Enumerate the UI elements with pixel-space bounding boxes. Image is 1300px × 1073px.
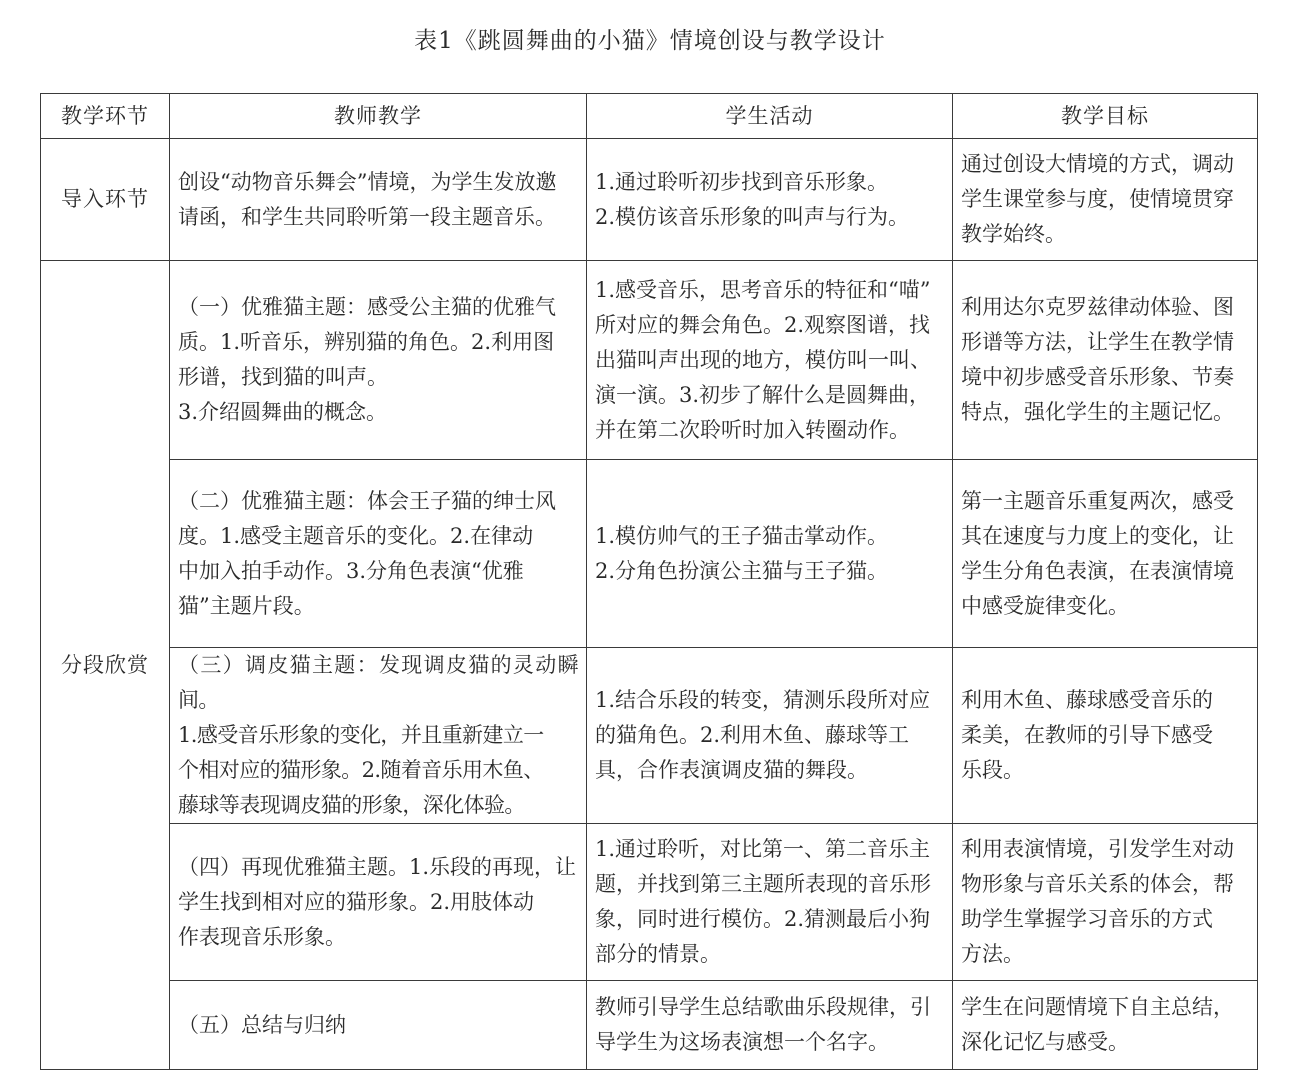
- text-line: 学生课堂参与度，使情境贯穿: [961, 187, 1234, 211]
- stage-appreciation: 分段欣赏: [41, 261, 170, 1070]
- table-row: [41, 981, 1258, 1070]
- text-line: （二）优雅猫主题：体会王子猫的绅士风: [178, 488, 556, 513]
- text-line: 形谱，找到猫的叫声。: [178, 365, 388, 389]
- text-line: 请函，和学生共同聆听第一段主题音乐。: [178, 204, 556, 229]
- student-cell: [587, 460, 953, 648]
- header-student: 学生活动: [587, 94, 953, 139]
- goal-cell: [953, 824, 1258, 981]
- text-line: （四）再现优雅猫主题。1.乐段的再现，让: [178, 854, 577, 879]
- text-line: 具，合作表演调皮猫的舞段。: [595, 758, 868, 782]
- goal-cell: [953, 460, 1258, 648]
- header-stage: 教学环节: [41, 94, 170, 139]
- goal-cell: [953, 139, 1258, 261]
- text-line: 学生找到相对应的猫形象。2.用肢体动: [178, 889, 535, 914]
- lesson-design-table: [40, 93, 1258, 1070]
- text-line: 部分的情景。: [595, 942, 721, 966]
- text-line: 质。1.听音乐，辨别猫的角色。2.利用图: [178, 330, 555, 354]
- text-line: 中加入拍手动作。3.分角色表演“优雅: [178, 558, 524, 583]
- text-line: （五）总结与归纳: [178, 1012, 346, 1037]
- teacher-cell: [170, 648, 587, 824]
- header-teacher: 教师教学: [170, 94, 587, 139]
- text-line: 第一主题音乐重复两次，感受: [961, 488, 1234, 513]
- text-line: 的猫角色。2.利用木鱼、藤球等工: [595, 723, 910, 747]
- teacher-cell: [170, 139, 587, 261]
- table-caption: 表1《跳圆舞曲的小猫》情境创设与教学设计: [414, 28, 886, 54]
- text-line: 乐段。: [961, 758, 1024, 782]
- student-cell: [587, 648, 953, 824]
- text-line: 所对应的舞会角色。2.观察图谱，找: [595, 312, 931, 337]
- text-line: 学生在问题情境下自主总结，: [961, 995, 1234, 1019]
- text-line: 利用木鱼、藤球感受音乐的: [961, 688, 1213, 712]
- text-line: 其在速度与力度上的变化，让: [961, 523, 1234, 548]
- table-row: [41, 648, 1258, 824]
- text-line: （三）调皮猫主题：发现调皮猫的灵动瞬间。: [178, 653, 578, 712]
- text-line: 象，同时进行模仿。2.猜测最后小狗: [595, 907, 931, 931]
- table-row: [41, 139, 1258, 261]
- text-line: 演一演。3.初步了解什么是圆舞曲，: [595, 382, 931, 407]
- text-line: 1.通过聆听初步找到音乐形象。: [595, 169, 889, 194]
- text-line: 利用达尔克罗兹律动体验、图: [961, 295, 1234, 319]
- text-line: 助学生掌握学习音乐的方式: [961, 907, 1213, 931]
- text-line: （一）优雅猫主题：感受公主猫的优雅气: [178, 295, 556, 319]
- text-line: 藤球等表现调皮猫的形象，深化体验。: [178, 793, 525, 817]
- text-line: 形谱等方法，让学生在教学情: [961, 330, 1234, 354]
- text-line: 中感受旋律变化。: [961, 593, 1129, 618]
- table-row: [41, 460, 1258, 648]
- text-line: 并在第二次聆听时加入转圈动作。: [595, 417, 910, 442]
- text-line: 2.分角色扮演公主猫与王子猫。: [595, 558, 889, 583]
- header-row: [41, 94, 1258, 139]
- teacher-cell: [170, 981, 587, 1070]
- text-line: 利用表演情境，引发学生对动: [961, 837, 1234, 861]
- text-line: 通过创设大情境的方式，调动: [961, 152, 1234, 176]
- teacher-cell: [170, 460, 587, 648]
- text-line: 物形象与音乐关系的体会，帮: [961, 872, 1234, 896]
- text-line: 出猫叫声出现的地方，模仿叫一叫、: [595, 347, 931, 372]
- text-line: 2.模仿该音乐形象的叫声与行为。: [595, 204, 910, 229]
- student-cell: [587, 981, 953, 1070]
- text-line: 个相对应的猫形象。2.随着音乐用木鱼、: [178, 758, 544, 782]
- goal-cell: [953, 648, 1258, 824]
- teacher-cell: [170, 824, 587, 981]
- table-row: [41, 824, 1258, 981]
- text-line: 学生分角色表演，在表演情境: [961, 558, 1234, 583]
- student-cell: [587, 261, 953, 460]
- table-row: [41, 261, 1258, 460]
- text-line: 特点，强化学生的主题记忆。: [961, 400, 1234, 424]
- stage-intro: 导入环节: [41, 139, 170, 261]
- text-line: 1.通过聆听，对比第一、第二音乐主: [595, 837, 931, 861]
- text-line: 1.结合乐段的转变，猜测乐段所对应: [595, 688, 931, 712]
- student-cell: [587, 139, 953, 261]
- text-line: 教学始终。: [961, 222, 1066, 246]
- text-line: 1.模仿帅气的王子猫击掌动作。: [595, 523, 889, 548]
- goal-cell: [953, 261, 1258, 460]
- text-line: 1.感受音乐形象的变化，并且重新建立一: [178, 723, 544, 747]
- text-line: 深化记忆与感受。: [961, 1030, 1129, 1054]
- text-line: 创设“动物音乐舞会”情境，为学生发放邀: [178, 169, 557, 194]
- text-line: 作表现音乐形象。: [178, 924, 346, 949]
- text-line: 3.介绍圆舞曲的概念。: [178, 400, 388, 424]
- text-line: 导学生为这场表演想一个名字。: [595, 1030, 889, 1054]
- text-line: 猫”主题片段。: [178, 593, 315, 618]
- teacher-cell: [170, 261, 587, 460]
- text-line: 方法。: [961, 942, 1024, 966]
- text-line: 教师引导学生总结歌曲乐段规律，引: [595, 995, 931, 1019]
- text-line: 度。1.感受主题音乐的变化。2.在律动: [178, 523, 534, 548]
- goal-cell: [953, 981, 1258, 1070]
- text-line: 1.感受音乐，思考音乐的特征和“喵”: [595, 277, 931, 302]
- text-line: 境中初步感受音乐形象、节奏: [961, 365, 1234, 389]
- text-line: 柔美，在教师的引导下感受: [961, 723, 1213, 747]
- student-cell: [587, 824, 953, 981]
- text-line: 题，并找到第三主题所表现的音乐形: [595, 872, 931, 896]
- header-goal: 教学目标: [953, 94, 1258, 139]
